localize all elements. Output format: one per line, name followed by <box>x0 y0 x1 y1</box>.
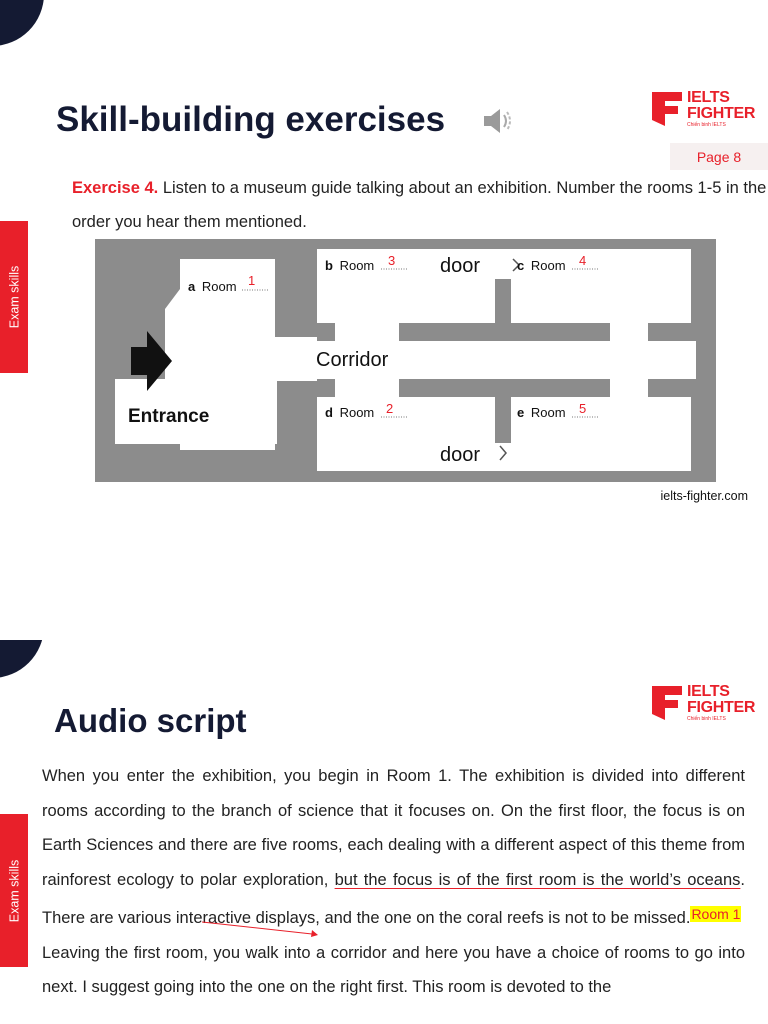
logo-line-2: FIGHTER <box>687 105 756 122</box>
logo-tagline: Chiến binh IELTS <box>687 122 726 128</box>
room-b-answer: 3 <box>388 253 396 268</box>
corner-decoration <box>0 0 44 46</box>
side-tab-label: Exam skills <box>7 265 22 329</box>
wall <box>317 323 335 341</box>
corner-decoration <box>0 640 44 678</box>
wall-divider-bottom <box>495 395 511 443</box>
wall <box>648 379 716 397</box>
side-tab-exam-skills <box>0 814 28 967</box>
page-number-badge <box>670 143 768 170</box>
room-b-letter: b <box>325 258 333 273</box>
room-d-answer: 2 <box>386 401 394 416</box>
image-credit: ielts-fighter.com <box>660 489 748 503</box>
speaker-icon[interactable] <box>481 104 517 143</box>
side-tab-exam-skills <box>0 221 28 373</box>
logo-tagline: Chiến binh IELTS <box>687 716 726 722</box>
room-c-letter: c <box>517 258 525 273</box>
room-e-word: Room <box>530 405 566 420</box>
exercise-label: Exercise 4. <box>72 179 159 197</box>
room-a-letter: a <box>188 279 196 294</box>
entrance-label: Entrance <box>128 406 210 427</box>
underlined-key-phrase: but the focus is of the first room is the world’s oceans <box>334 870 741 889</box>
annotation-arrow <box>200 920 320 940</box>
room-a-answer: 1 <box>248 273 256 288</box>
room-b-word: Room <box>339 258 375 273</box>
page-title: Audio script <box>54 702 247 739</box>
logo-line-1: IELTS <box>687 89 730 106</box>
room-e-letter: e <box>517 405 525 420</box>
logo-mark-icon <box>652 686 682 720</box>
exercise-text: Listen to a museum guide talking about an exhibition. Number the rooms 1-5 in the order you hear them mentioned. <box>72 179 767 231</box>
audio-script-text <box>42 759 745 1005</box>
svg-text:c Room <box>517 258 566 273</box>
room-e-answer: 5 <box>579 401 587 416</box>
ielts-fighter-logo <box>652 90 755 128</box>
wall <box>399 323 610 341</box>
wall <box>648 323 716 341</box>
script-paragraph-2: Leaving the first room, you walk into a corridor and here you have a choice of rooms to go into next. I suggest going into the one on the right first. This room is devoted to the <box>42 943 745 996</box>
wall <box>399 379 610 397</box>
door-top-label: door <box>440 255 481 277</box>
room-d-letter: d <box>325 405 333 420</box>
svg-text:d Room <box>325 405 374 420</box>
museum-floor-plan <box>95 239 716 482</box>
svg-text:b Room <box>325 258 374 273</box>
slide-audio-script <box>0 640 768 1024</box>
room-c-word: Room <box>530 258 566 273</box>
answer-annotation: Room 1 <box>691 906 741 922</box>
room-a-word: Room <box>201 279 237 294</box>
wall-divider-top <box>495 279 511 325</box>
page-title: Skill-building exercises <box>56 100 446 139</box>
door-bottom-label: door <box>440 444 481 466</box>
corridor-label: Corridor <box>316 349 389 371</box>
logo-mark-icon <box>652 92 682 126</box>
svg-text:e Room <box>517 405 566 420</box>
exercise-instructions <box>72 171 768 239</box>
ielts-fighter-logo <box>652 684 755 722</box>
side-tab-label: Exam skills <box>7 859 22 922</box>
logo-line-2: FIGHTER <box>687 699 756 716</box>
wall <box>317 379 335 397</box>
room-d-word: Room <box>339 405 375 420</box>
room-c-answer: 4 <box>579 253 587 268</box>
page-number: Page 8 <box>696 148 742 165</box>
svg-text:a Room <box>188 279 237 294</box>
script-paragraph-1: When you enter the exhibition, you begin in Room 1. The exhibition is divided into different rooms according to the branch of science that it focuses on. On the first floor, the focus is on Earth Sciences and there are five rooms, each dealing with a different aspect of this theme from rainforest ecology to polar exploration, but the focus is of the first room is the world’s oceans. There are various interactive displays, and the one on the coral reefs is not to be missed.$^{Room 1}$ <box>42 767 745 927</box>
logo-line-1: IELTS <box>687 683 730 700</box>
